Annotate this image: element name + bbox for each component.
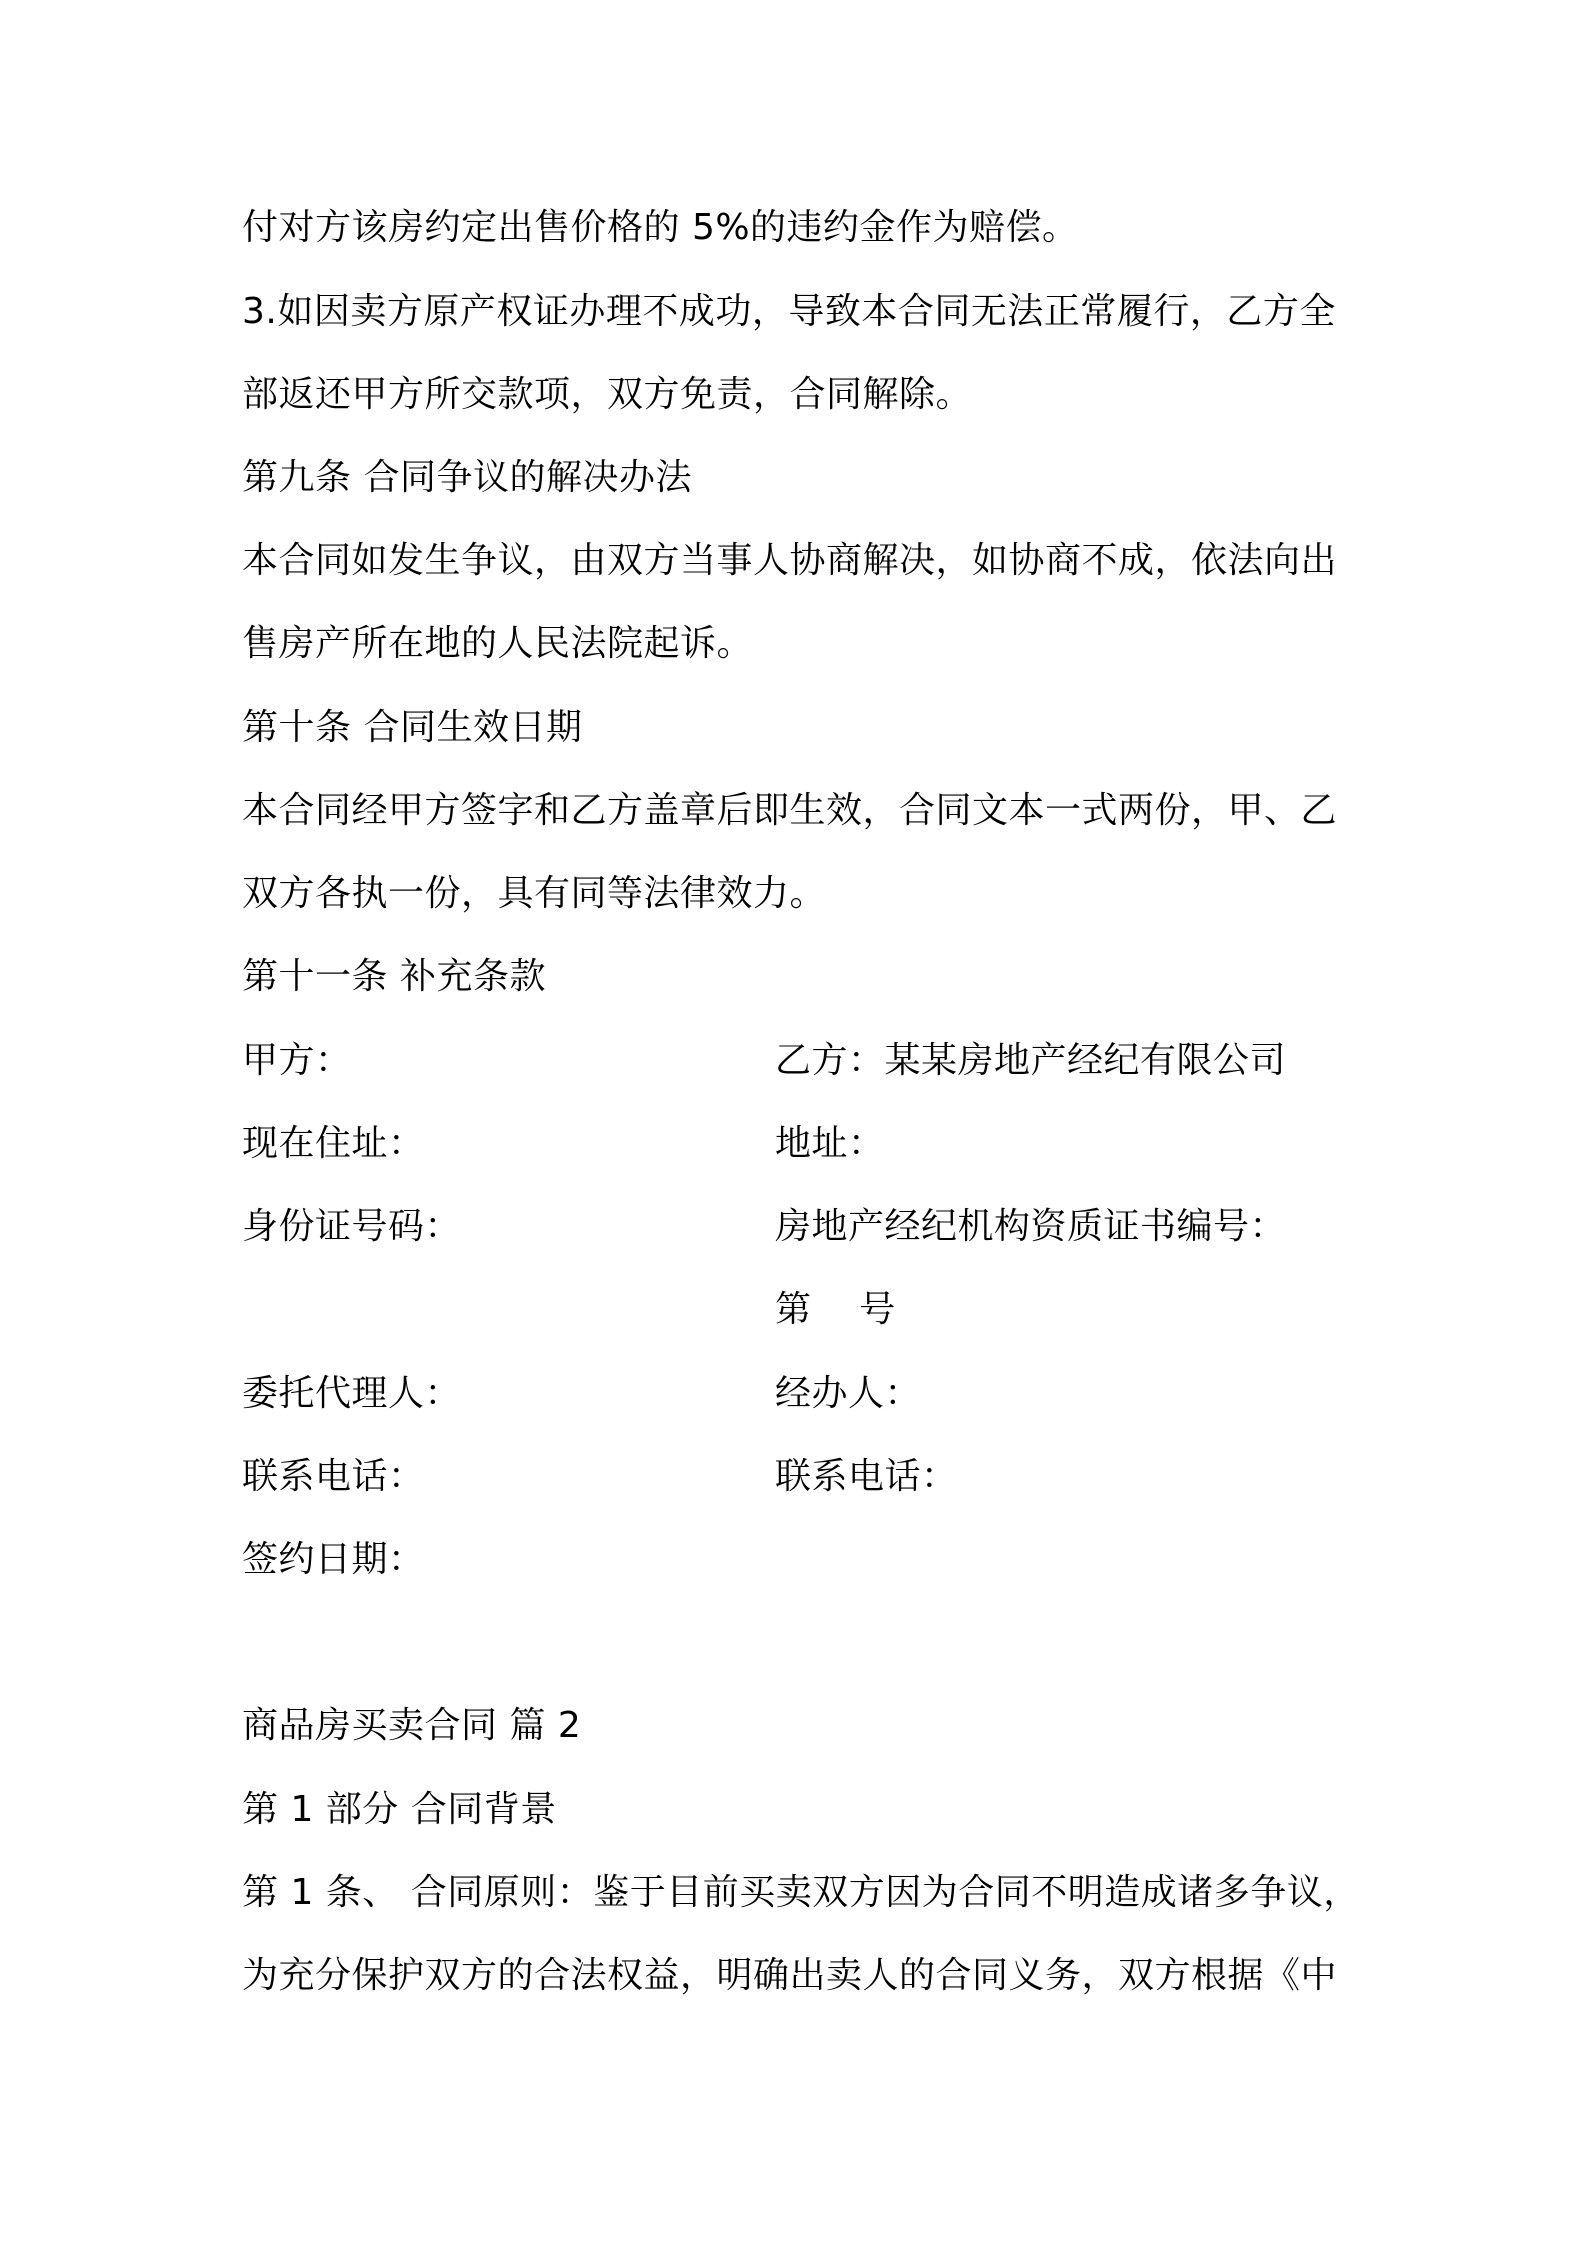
article-11-heading: 第十一条 补充条款 (242, 956, 546, 997)
license-number-label: 房地产经纪机构资质证书编号： (775, 1206, 1287, 1247)
party-a-phone-label: 联系电话： (242, 1456, 425, 1497)
second-contract-title: 商品房买卖合同 篇 2 (242, 1705, 582, 1746)
party-b-phone-label: 联系电话： (775, 1456, 958, 1497)
party-b-label: 乙方：某某房地产经纪有限公司 (775, 1040, 1287, 1081)
article-9-heading: 第九条 合同争议的解决办法 (242, 457, 692, 498)
party-a-address-label: 现在住址： (242, 1123, 425, 1164)
handler-label: 经办人： (775, 1373, 922, 1414)
paragraph-line-8: 本合同经甲方签字和乙方盖章后即生效，合同文本一式两份，甲、乙 (242, 790, 1338, 831)
paragraph-line-1: 付对方该房约定出售价格的 5%的违约金作为赔偿。 (242, 207, 1079, 248)
article-10-heading: 第十条 合同生效日期 (242, 707, 583, 748)
paragraph-line-6: 售房产所在地的人民法院起诉。 (242, 623, 754, 664)
clause-1-line-2: 为充分保护双方的合法权益，明确出卖人的合同义务，双方根据《中 (242, 1955, 1338, 1996)
license-number-format: 第 号 (775, 1289, 896, 1330)
paragraph-line-9: 双方各执一份，具有同等法律效力。 (242, 873, 827, 914)
part-1-heading: 第 1 部分 合同背景 (242, 1789, 557, 1830)
sign-date-label: 签约日期： (242, 1539, 425, 1580)
id-number-label: 身份证号码： (242, 1206, 462, 1247)
paragraph-line-2: 3.如因卖方原产权证办理不成功，导致本合同无法正常履行，乙方全 (242, 291, 1336, 332)
clause-1-line-1: 第 1 条、 合同原则：鉴于目前买卖双方因为合同不明造成诸多争议， (242, 1872, 1360, 1913)
paragraph-line-3: 部返还甲方所交款项，双方免责，合同解除。 (242, 374, 973, 415)
party-b-address-label: 地址： (775, 1123, 885, 1164)
agent-label: 委托代理人： (242, 1373, 462, 1414)
party-a-label: 甲方： (242, 1040, 352, 1081)
paragraph-line-5: 本合同如发生争议，由双方当事人协商解决，如协商不成，依法向出 (242, 540, 1338, 581)
